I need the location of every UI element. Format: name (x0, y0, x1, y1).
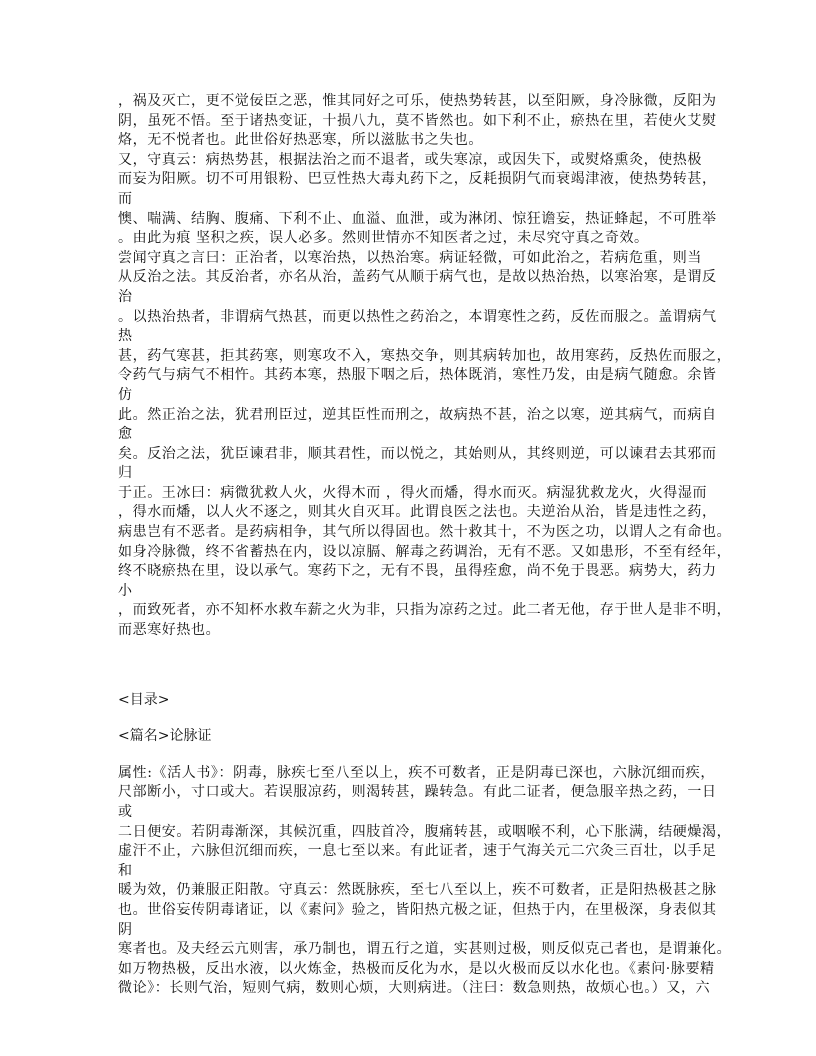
text-line: 二日便安。若阴毒渐深，其候沉重，四肢首冷，腹痛转甚，或咽喉不利，心下胀满，结硬燥渴， (118, 823, 732, 840)
text-line: 终不晓瘀热在里，设以承气。寒药下之，无有不畏，虽得痊愈，尚不免于畏恶。病势大，药力 (118, 563, 717, 580)
text-line: 令药气与病气不相忤。其药本寒，热服下咽之后，热体既消，寒性乃发，由是病气随愈。余皆 (118, 367, 717, 384)
text-line: ，得水而燔，以人火不逐之，则其火自灭耳。此谓良医之法也。夫逆治从治，皆是违性之药， (118, 504, 717, 521)
text-line: 而妄为阳厥。切不可用银粉、巴豆性热大毒丸药下之，反耗损阴气而衰竭津液，使热势转甚， (118, 171, 717, 188)
text-line: 尺部断小，寸口或大。若误服凉药，则渴转甚，躁转急。有此二证者，便急服辛热之药，一日 (118, 784, 717, 801)
text-line: 热 (118, 328, 133, 345)
text-line: 而 (118, 190, 133, 207)
text-line: 。以热治热者，非谓病气热甚，而更以热性之药治之，本谓寒性之药，反佐而服之。盖谓病气 (118, 308, 717, 325)
text-line: 病患岂有不恶者。是药病相争，其气所以得固也。然十救其十，不为医之功，以谓人之有命也。 (118, 524, 732, 541)
text-line: 烙，无不悦者也。此世俗好热恶寒，所以滋肱书之失也。 (118, 132, 483, 149)
document-page (118, 92, 732, 999)
text-line: 虚汗不止，六脉但沉细而疾，一息七至以来。有此证者，速于气海关元二穴灸三百壮，以手足 (118, 843, 717, 860)
text-line: 治 (118, 288, 133, 305)
text-line: 而恶寒好热也。 (118, 622, 221, 639)
section-1-text (118, 92, 732, 641)
chapter-title: <篇名>论脉证 (118, 728, 212, 745)
text-line: 甚，药气寒甚，拒其药寒，则寒攻不入，寒热交争，则其病转加也，故用寒药，反热佐而服之， (118, 347, 732, 364)
text-line: 微论》：长则气治，短则气病，数则心烦，大则病进。（注曰：数急则热，故烦心也。）又，六 (118, 980, 711, 997)
text-line: 小 (118, 582, 133, 599)
toc-label: <目录> (118, 691, 170, 708)
text-line: 矣。反治之法，犹臣谏君非，顺其君性，而以悦之，其始则从，其终则逆，可以谏君去其邪而 (118, 445, 717, 462)
text-line: 从反治之法。其反治者，亦名从治，盖药气从顺于病气也，是故以热治热，以寒治寒，是谓反 (118, 269, 717, 286)
text-line: 或 (118, 804, 133, 820)
text-line: 。由此为痕 坚积之疾，误人必多。然则世情亦不知医者之过，未尽究守真之奇效。 (118, 230, 649, 247)
text-line: 寒者也。及夫经云亢则害，承乃制也，谓五行之道，实甚则过极，则反似克己者也，是谓兼化。 (118, 941, 732, 958)
section-2-text (118, 764, 732, 999)
text-line: 此。然正治之法，犹君刑臣过，逆其臣性而刑之，故病热不甚，治之以寒，逆其病气，而病自 (118, 406, 717, 423)
text-line: 尝闻守真之言曰：正治者，以寒治热，以热治寒。病证轻微，可如此治之，若病危重，则当 (118, 249, 702, 266)
text-line: 阴，虽死不悟。至于诸热变证，十损八九，莫不皆然也。如下利不止，瘀热在里，若使火艾熨 (118, 112, 717, 129)
text-line: 愈 (118, 426, 133, 443)
text-line: ，而致死者，亦不知杯水救车薪之火为非，只指为凉药之过。此二者无他，存于世人是非不明， (118, 602, 732, 619)
text-line: 归 (118, 465, 133, 482)
text-line: 也。世俗妄传阴毒诸证，以《素问》验之，皆阳热亢极之证，但热于内，在里极深，身表似其 (118, 901, 717, 918)
text-line: 又，守真云：病热势甚，根据法治之而不退者，或失寒凉，或因失下，或熨烙熏灸，使热极 (118, 151, 702, 168)
text-line: 属性:《活人书》：阴毒，脉疾七至八至以上，疾不可数者，正是阴毒已深也，六脉沉细而疾， (118, 764, 715, 781)
text-line: 如万物热极，反出水液，以火炼金，热极而反化为水，是以火极而反以水化也。《素问·脉要精 (118, 960, 715, 977)
text-line: 如身冷脉微，终不省蓄热在内，设以凉膈、解毒之药调治，无有不恶。又如患形，不至有经年， (118, 543, 732, 560)
text-line: 和 (118, 862, 133, 879)
text-line: 懊、喘满、结胸、腹痛、下利不止、血溢、血泄，或为淋闭、惊狂谵妄，热证蜂起，不可胜举 (118, 210, 717, 227)
text-line: 暖为效，仍兼服正阳散。守真云：然既脉疾，至七八至以上，疾不可数者，正是阳热极甚之脉 (118, 882, 717, 899)
text-line: 仿 (118, 386, 133, 403)
text-line: 于正。王冰曰：病微犹救人火，火得木而 ，得火而燔，得水而灭。病湿犹救龙火，火得湿而 (118, 484, 708, 501)
text-line: 阴 (118, 921, 133, 938)
text-line: ，祸及灭亡，更不觉佞臣之恶，惟其同好之可乐，使热势转甚，以至阳厥，身冷脉微，反阳为 (118, 93, 717, 109)
